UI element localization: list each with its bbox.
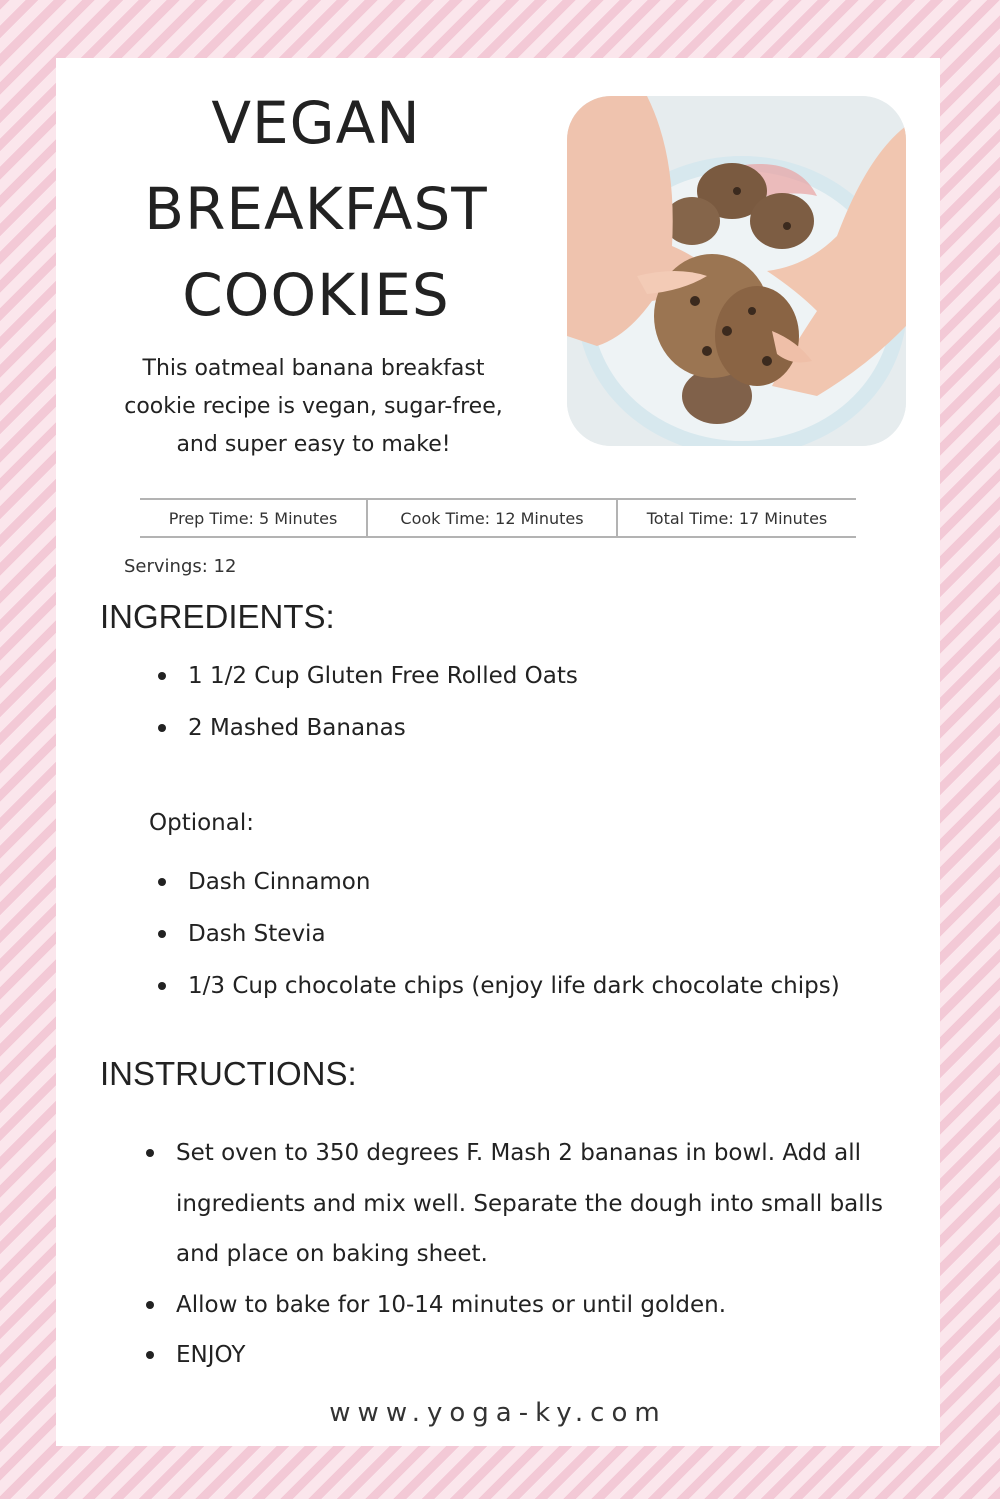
instructions-list — [146, 1128, 896, 1381]
title-line-1: VEGAN — [211, 89, 421, 157]
list-item: Set oven to 350 degrees F. Mash 2 bananas in bowl. Add all ingredients and mix well. Separate the dough into small balls and place on baking sheet. — [146, 1128, 896, 1280]
list-item: Allow to bake for 10-14 minutes or until golden. — [146, 1280, 896, 1331]
recipe-card — [56, 58, 940, 1446]
list-item: 1 1/2 Cup Gluten Free Rolled Oats — [158, 650, 578, 702]
cookie-photo-illustration — [567, 96, 906, 446]
ingredients-list — [158, 650, 578, 754]
time-table — [140, 498, 856, 538]
list-item: ENJOY — [146, 1330, 896, 1381]
cook-time: Cook Time: 12 Minutes — [368, 500, 618, 536]
optional-ingredients-list — [158, 856, 840, 1012]
title-line-3: COOKIES — [182, 261, 450, 329]
list-item: Dash Cinnamon — [158, 856, 840, 908]
optional-label: Optional: — [149, 810, 254, 836]
list-item: Dash Stevia — [158, 908, 840, 960]
total-time: Total Time: 17 Minutes — [646, 508, 828, 528]
list-item: 2 Mashed Bananas — [158, 702, 578, 754]
cookie-photo — [567, 96, 906, 446]
recipe-title — [116, 80, 516, 338]
prep-time: Prep Time: 5 Minutes — [140, 500, 368, 536]
list-item: 1/3 Cup chocolate chips (enjoy life dark chocolate chips) — [158, 960, 840, 1012]
instructions-heading: INSTRUCTIONS: — [100, 1055, 357, 1092]
servings: Servings: 12 — [124, 556, 237, 577]
recipe-description: This oatmeal banana breakfast cookie recipe is vegan, sugar-free, and super easy to make! — [124, 356, 503, 457]
website-url: www.yoga-ky.com — [329, 1398, 667, 1428]
title-line-2: BREAKFAST — [144, 175, 488, 243]
ingredients-heading: INGREDIENTS: — [100, 598, 335, 635]
